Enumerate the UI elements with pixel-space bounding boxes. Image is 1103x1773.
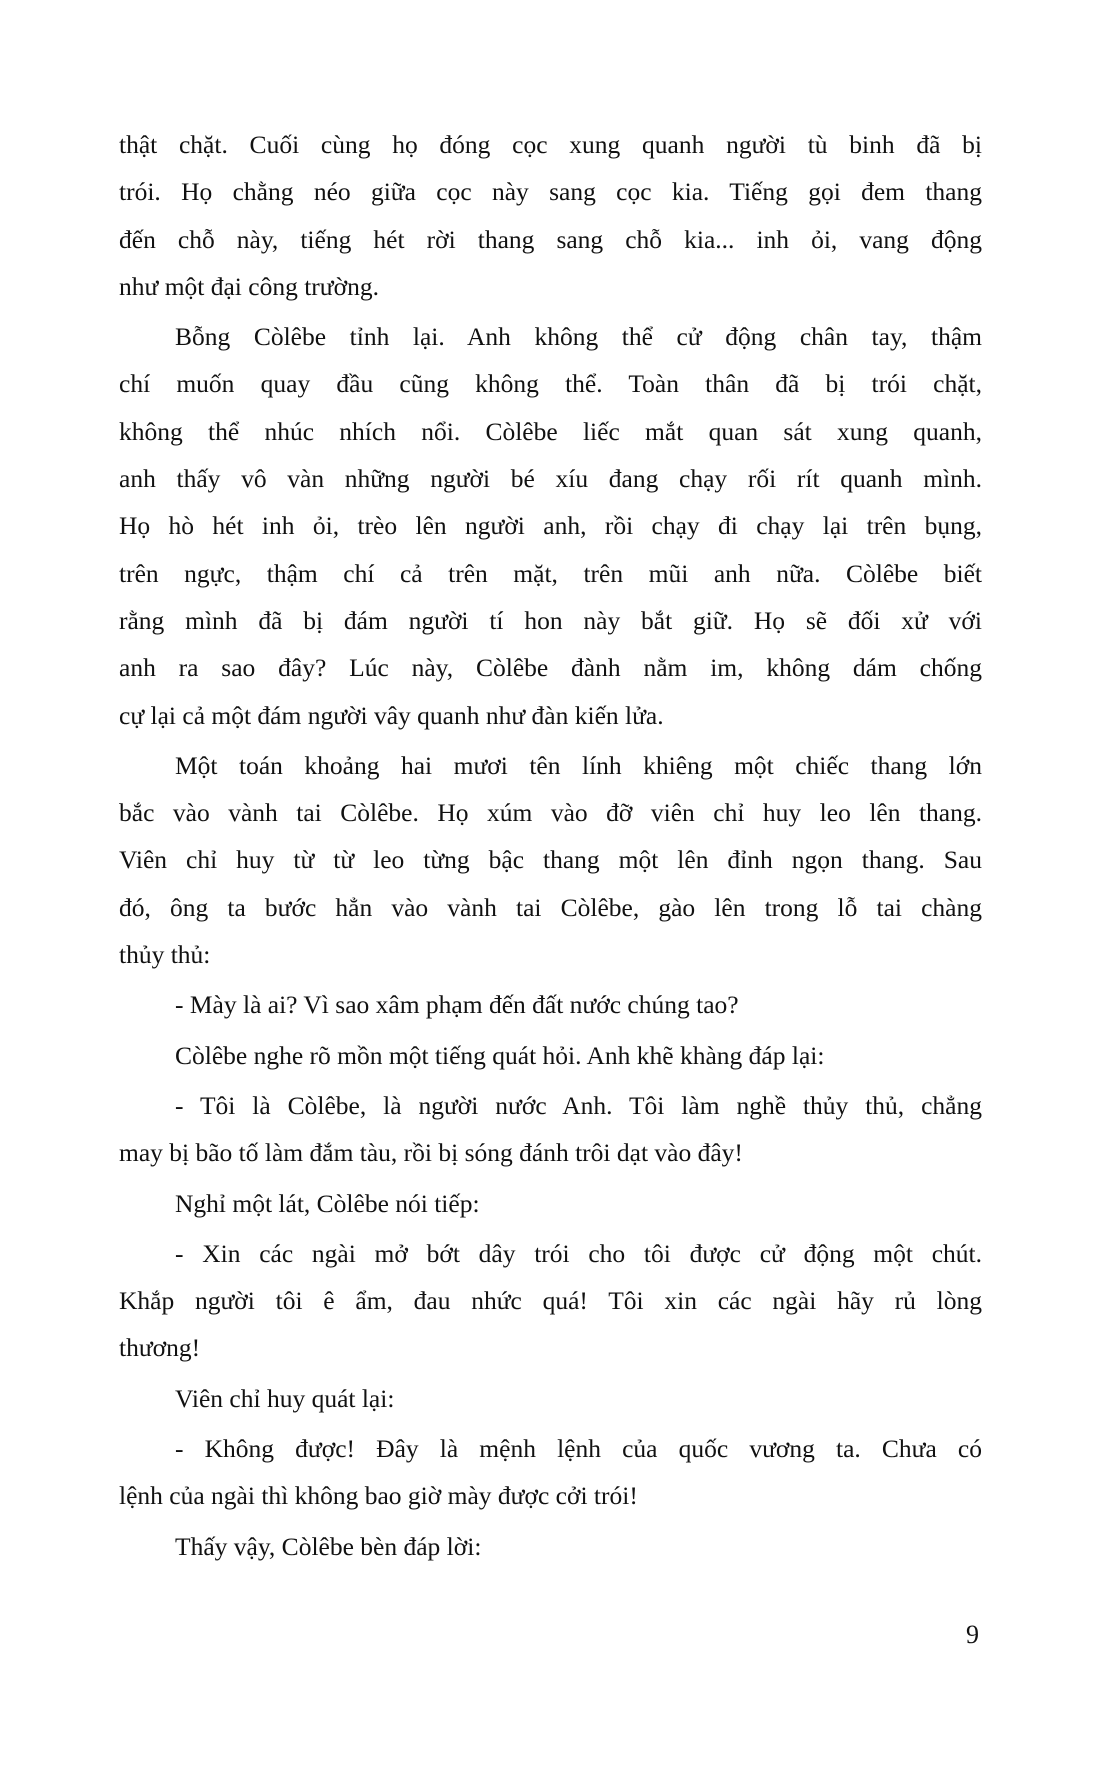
text-line: rằng mình đã bị đám người tí hon này bắt giữ. Họ sẽ đối xử với <box>119 605 982 635</box>
page-number: 9 <box>966 1620 979 1649</box>
text-line: - Không được! Đây là mệnh lệnh của quốc vương ta. Chưa có <box>175 1434 982 1464</box>
text-line: Bỗng Còlêbe tỉnh lại. Anh không thể cử động chân tay, thậm <box>175 322 982 352</box>
text-line: đó, ông ta bước hẳn vào vành tai Còlêbe, gào lên trong lỗ tai chàng <box>119 892 982 922</box>
body-text <box>119 121 982 1573</box>
paragraph-11 <box>119 1523 982 1570</box>
text-line: - Mày là ai? Vì sao xâm phạm đến đất nước chúng tao? <box>175 990 739 1020</box>
text-line: thật chặt. Cuối cùng họ đóng cọc xung quanh người tù binh đã bị <box>119 130 982 159</box>
paragraph-1 <box>119 121 982 310</box>
text-line: Nghỉ một lát, Còlêbe nói tiếp: <box>175 1188 480 1218</box>
text-line: thương! <box>119 1333 201 1363</box>
paragraph-6 <box>119 1082 982 1177</box>
text-line: không thể nhúc nhích nổi. Còlêbe liếc mắt quan sát xung quanh, <box>119 416 982 446</box>
paragraph-8 <box>119 1230 982 1372</box>
paragraph-10 <box>119 1425 982 1520</box>
text-line: Viên chỉ huy từ từ leo từng bậc thang một lên đỉnh ngọn thang. Sau <box>119 845 982 875</box>
text-line: anh ra sao đây? Lúc này, Còlêbe đành nằm im, không dám chống <box>119 653 982 683</box>
text-line: lệnh của ngài thì không bao giờ mày được cởi trói! <box>119 1481 638 1511</box>
text-line: Còlêbe nghe rõ mồn một tiếng quát hỏi. Anh khẽ khàng đáp lại: <box>175 1040 825 1070</box>
text-line: thủy thủ: <box>119 940 211 970</box>
text-line: trói. Họ chằng néo giữa cọc này sang cọc kia. Tiếng gọi đem thang <box>119 177 982 207</box>
text-line: trên ngực, thậm chí cả trên mặt, trên mũi anh nữa. Còlêbe biết <box>119 558 982 588</box>
text-line: Thấy vậy, Còlêbe bèn đáp lời: <box>175 1531 482 1561</box>
text-line: may bị bão tố làm đắm tàu, rồi bị sóng đánh trôi dạt vào đây! <box>119 1138 743 1168</box>
text-line: cự lại cả một đám người vây quanh như đàn kiến lửa. <box>119 700 664 730</box>
text-line: Khắp người tôi ê ẩm, đau nhức quá! Tôi xin các ngài hãy rủ lòng <box>119 1286 982 1316</box>
text-line: Một toán khoảng hai mươi tên lính khiêng một chiếc thang lớn <box>175 750 982 780</box>
text-line: chí muốn quay đầu cũng không thể. Toàn thân đã bị trói chặt, <box>119 369 982 399</box>
paragraph-2 <box>119 313 982 739</box>
paragraph-4 <box>119 981 982 1028</box>
text-line: Viên chỉ huy quát lại: <box>175 1383 395 1413</box>
text-line: đến chỗ này, tiếng hét rời thang sang chỗ kia... inh ỏi, vang động <box>119 224 982 254</box>
text-line: như một đại công trường. <box>119 271 379 301</box>
paragraph-3 <box>119 742 982 978</box>
text-line: - Tôi là Còlêbe, là người nước Anh. Tôi làm nghề thủy thủ, chẳng <box>175 1090 982 1120</box>
text-line: Họ hò hét inh ỏi, trèo lên người anh, rồi chạy đi chạy lại trên bụng, <box>119 511 982 541</box>
paragraph-9 <box>119 1375 982 1422</box>
text-line: bắc vào vành tai Còlêbe. Họ xúm vào đỡ viên chỉ huy leo lên thang. <box>119 798 982 828</box>
paragraph-5 <box>119 1032 982 1079</box>
paragraph-7 <box>119 1180 982 1227</box>
text-line: - Xin các ngài mở bớt dây trói cho tôi được cử động một chút. <box>175 1238 982 1268</box>
text-line: anh thấy vô vàn những người bé xíu đang chạy rối rít quanh mình. <box>119 464 982 494</box>
